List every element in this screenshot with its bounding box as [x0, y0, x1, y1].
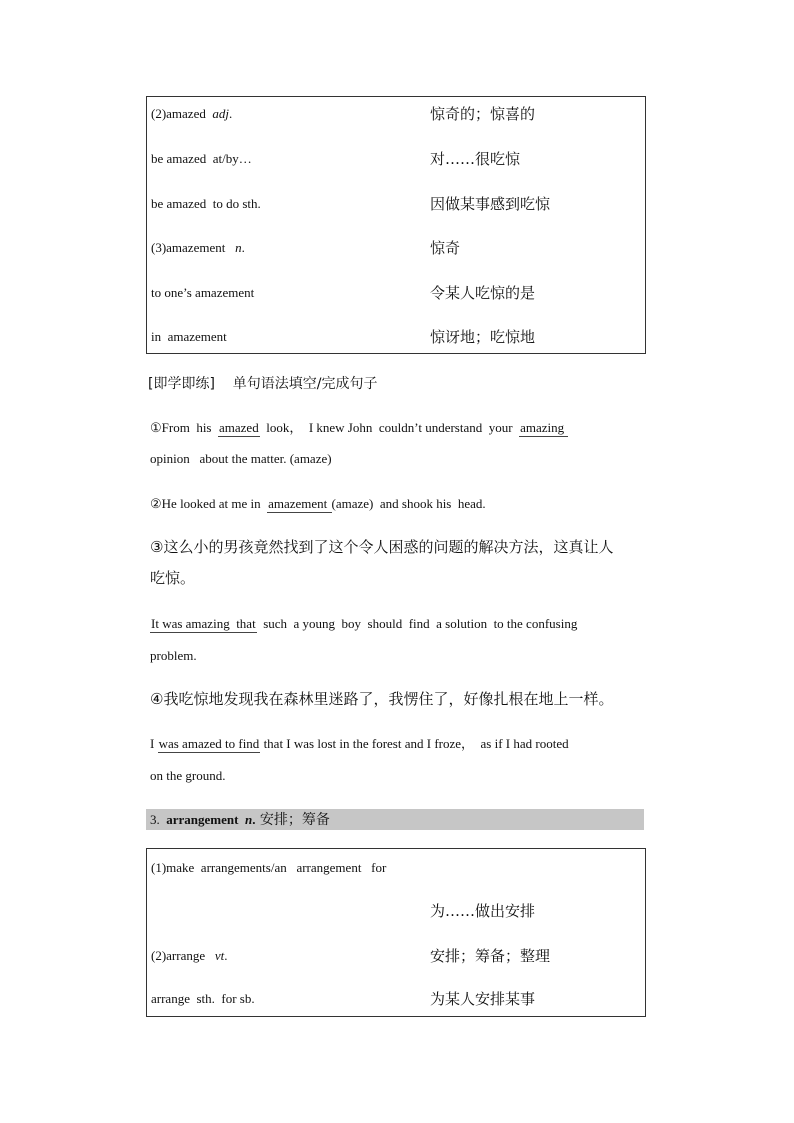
- sentence-4: I was amazed to find that I was lost in the forest and I froze， as if I had rooted: [150, 736, 569, 751]
- sentence-3-chinese: ③这么小的男孩竟然找到了这个令人困惑的问题的解决方法，这真让人: [150, 538, 614, 556]
- sentence-4-chinese: ④我吃惊地发现我在森林里迷路了，我愣住了，好像扎根在地上一样。: [150, 690, 614, 708]
- meaning: 令某人吃惊的是: [430, 284, 536, 302]
- phrase: (2)arrange vt.: [151, 948, 228, 963]
- meaning: 因做某事感到吃惊: [430, 195, 551, 213]
- meaning: 为某人安排某事: [430, 990, 536, 1008]
- answer-blank: amazed: [219, 420, 259, 435]
- table-row: [147, 282, 645, 304]
- sentence-3-line-2: problem.: [150, 648, 197, 663]
- section-heading-band: [146, 809, 644, 830]
- meaning: 惊讶地；吃惊地: [430, 328, 536, 346]
- meaning: 为……做出安排: [430, 902, 536, 920]
- table-row: [147, 326, 645, 348]
- meaning: 对……很吃惊: [430, 150, 521, 168]
- sentence-1-line-2: opinion about the matter. (amaze): [150, 451, 332, 466]
- meaning: 惊奇: [430, 239, 461, 257]
- table-row: [147, 237, 645, 259]
- table-row: [147, 857, 645, 879]
- answer-blank: amazement: [268, 496, 331, 511]
- exercise-header: [即学即练] 单句语法填空/完成句子: [148, 376, 378, 392]
- table-row: [147, 900, 645, 922]
- meaning: 惊奇的；惊喜的: [430, 105, 536, 123]
- vocab-table-arrange: [146, 848, 646, 1017]
- phrase: (2)amazed adj.: [151, 106, 233, 121]
- meaning: 安排；筹备；整理: [430, 947, 551, 965]
- answer-blank: It was amazing that: [151, 616, 256, 631]
- phrase: (3)amazement n.: [151, 240, 245, 255]
- answer-blank: amazing: [520, 420, 568, 435]
- answer-blank: was amazed to find: [158, 736, 260, 751]
- table-row: [147, 193, 645, 215]
- sentence-4-line-2: on the ground.: [150, 768, 226, 783]
- vocab-table-amaze: [146, 96, 646, 354]
- table-row: [147, 945, 645, 967]
- table-row: [147, 103, 645, 125]
- sentence-3: It was amazing that such a young boy should find a solution to the confusing: [151, 616, 578, 631]
- phrase: (1)make arrangements/an arrangement for: [151, 860, 387, 875]
- table-row: [147, 988, 645, 1010]
- table-row: [147, 148, 645, 170]
- phrase: arrange sth. for sb.: [151, 991, 255, 1006]
- sentence-2: ②He looked at me in amazement (amaze) and shook his head.: [150, 496, 486, 511]
- phrase: in amazement: [151, 329, 227, 344]
- sentence-1: ①From his amazed look， I knew John couldn’t understand your amazing: [150, 420, 568, 435]
- phrase: be amazed to do sth.: [151, 196, 261, 211]
- phrase: to one’s amazement: [151, 285, 255, 300]
- section-heading: 3. arrangement n. 安排；筹备: [150, 812, 330, 828]
- phrase: be amazed at/by…: [151, 151, 252, 166]
- sentence-3-chinese-line-2: 吃惊。: [150, 569, 196, 587]
